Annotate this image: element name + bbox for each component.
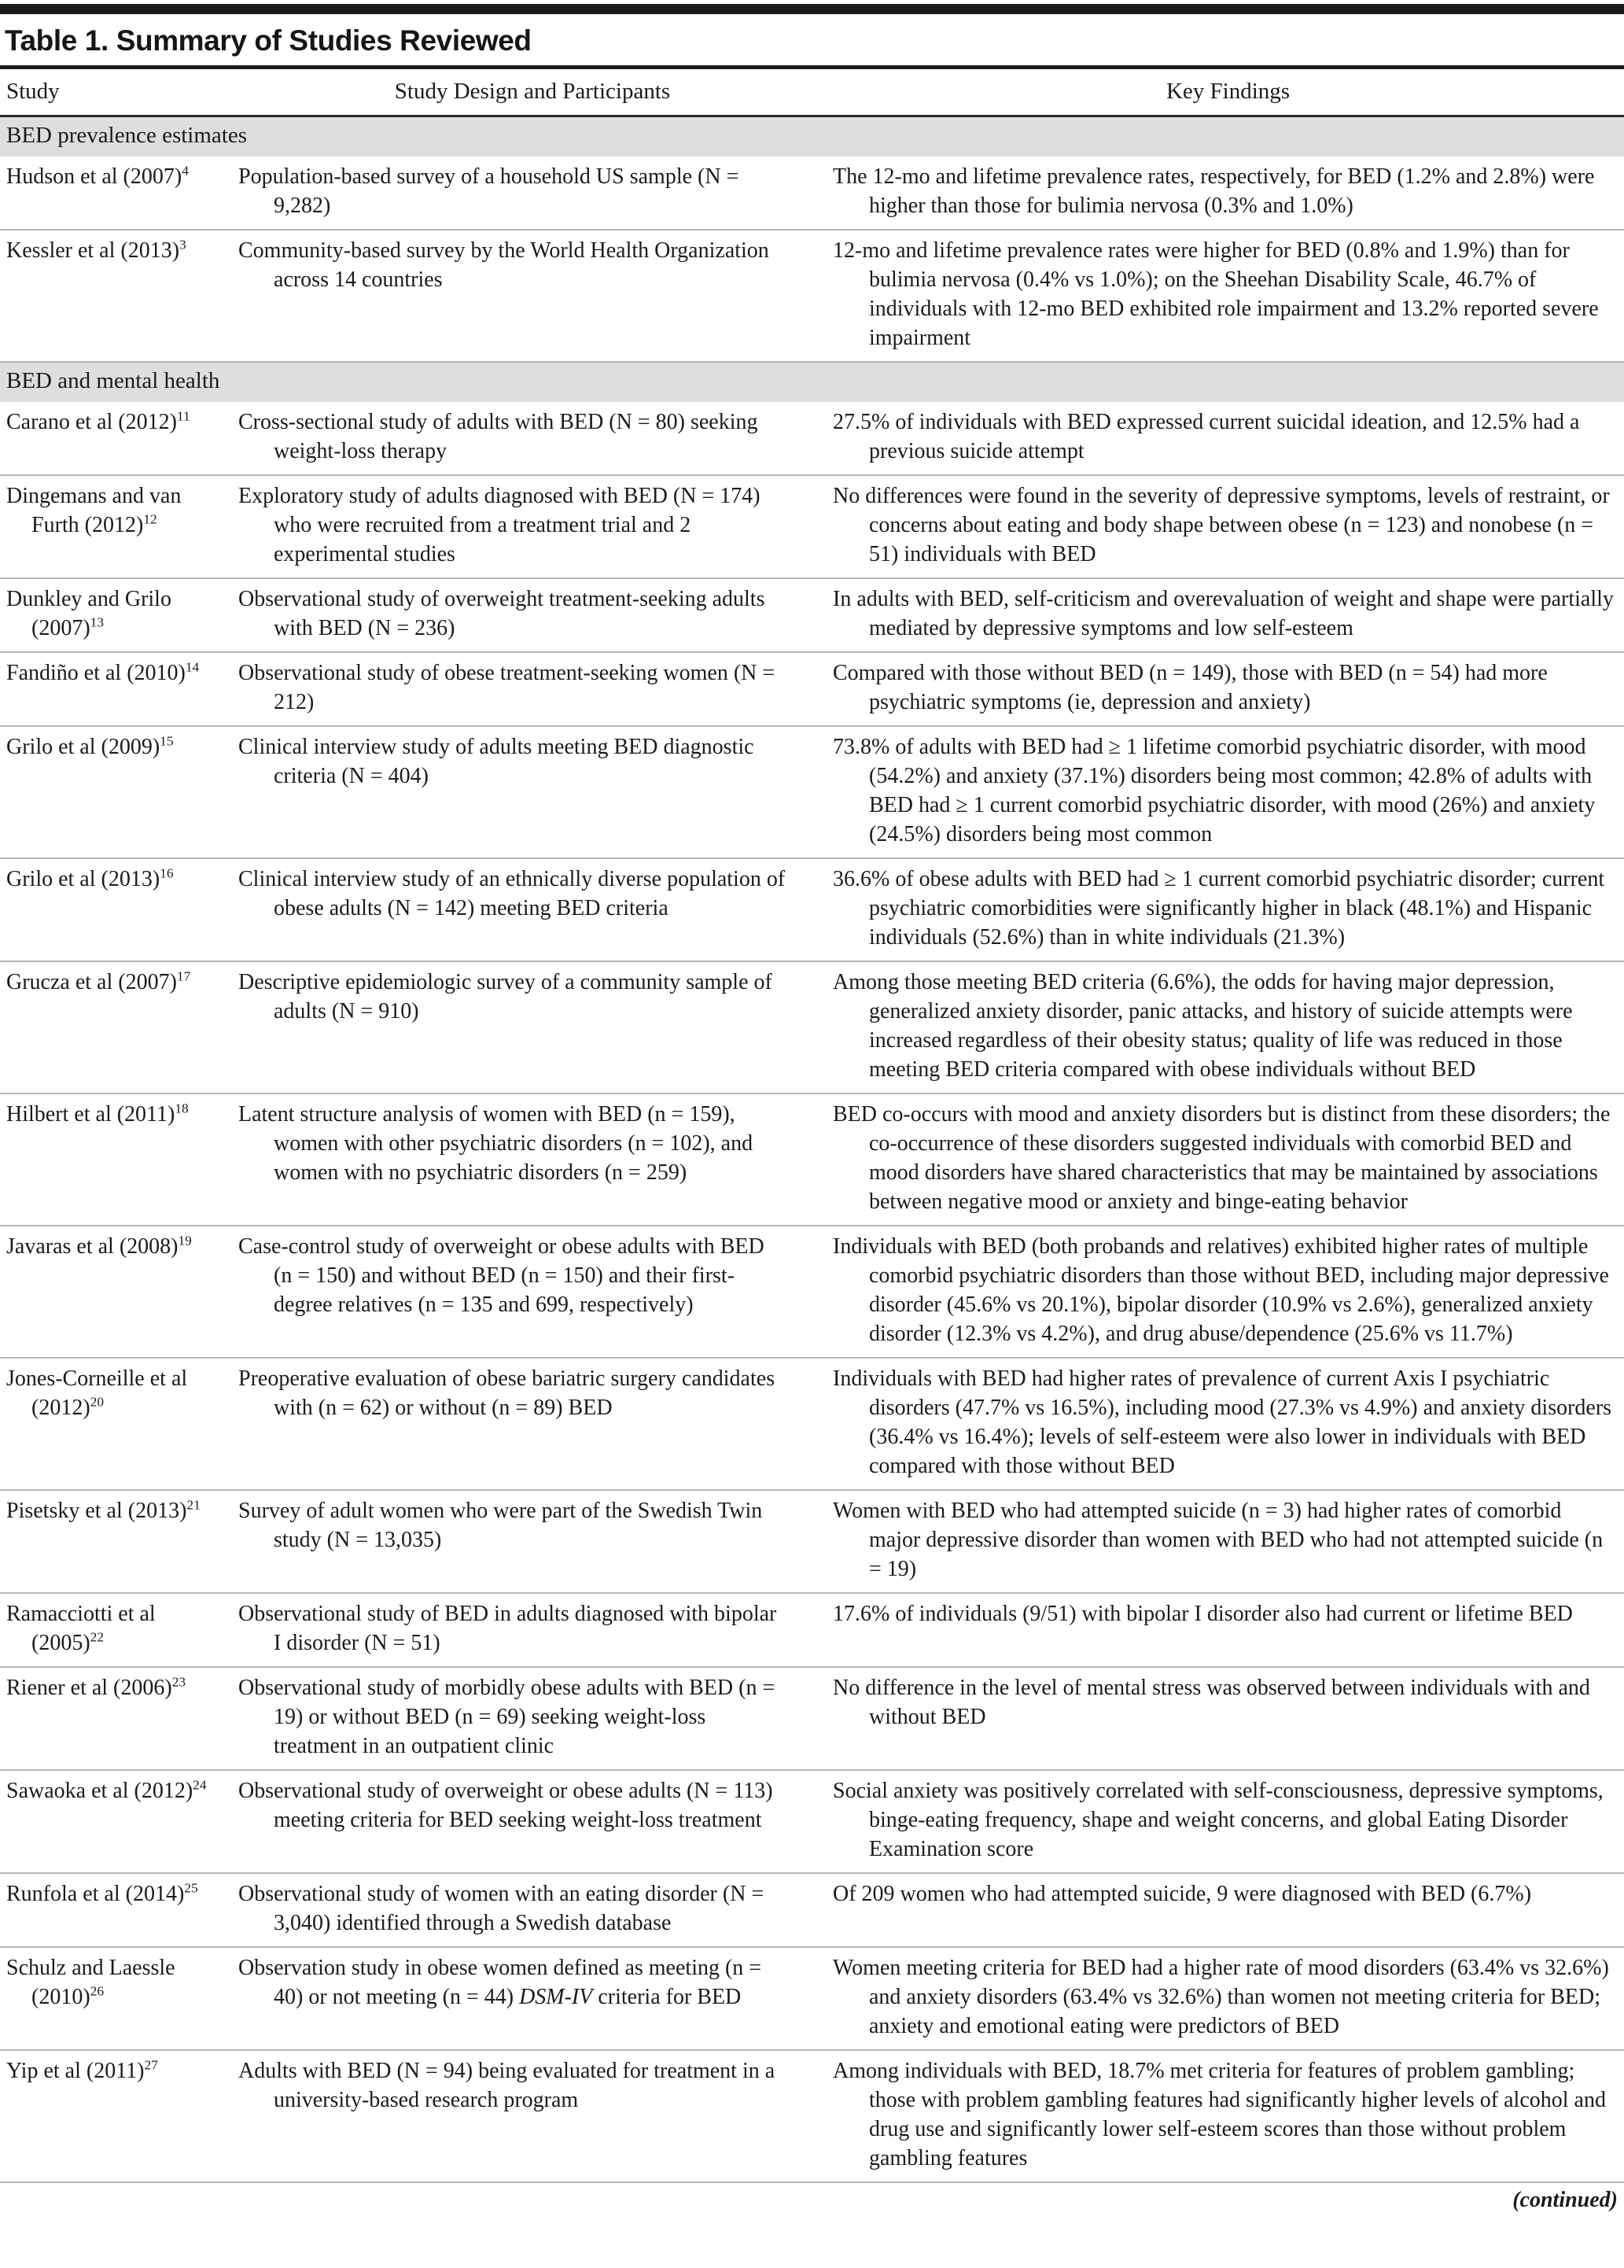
study-cell: Javaras et al $(2008)^{19}$ <box>6 1233 192 1259</box>
table-row <box>0 859 1624 962</box>
table-row <box>0 1226 1624 1359</box>
design-cell: Clinical interview study of adults meeting BED diagnostic criteria (N = 404) <box>238 735 754 788</box>
reference-superscript: 23 <box>171 1674 186 1690</box>
findings-cell: Compared with those without BED (n = 149), those with BED (n = 54) had more psychiatric symptoms (ie, depression and anxiety) <box>833 661 1548 714</box>
design-cell: Cross-sectional study of adults with BED (N = 80) seeking weight-loss therapy <box>238 410 758 463</box>
design-cell: Observational study of BED in adults diagnosed with bipolar I disorder (N = 51) <box>238 1602 777 1655</box>
study-cell: Ramacciotti et al $(2005)^{22}$ <box>6 1602 156 1655</box>
study-cell: Runfola et al $(2014)^{25}$ <box>6 1880 198 1906</box>
table-row <box>0 1094 1624 1226</box>
reference-superscript: 16 <box>160 865 174 881</box>
table-row <box>0 402 1624 476</box>
findings-cell: BED co-occurs with mood and anxiety disorders but is distinct from these disorders; the co-occurrence of these disorders suggested individuals with comorbid BED and mood disorders have shared characteristics that may be maintained by associations between negative mood or anxiety and binge-eating behavior <box>833 1102 1611 1214</box>
design-cell: Latent structure analysis of women with BED (n = 159), women with other psychiatric disorders (n = 102), and women with no psychiatric disorders (n = 259) <box>238 1102 753 1185</box>
table-row <box>0 1668 1624 1771</box>
table-row <box>0 476 1624 579</box>
findings-cell: 27.5% of individuals with BED expressed current suicidal ideation, and 12.5% had a previous suicide attempt <box>833 410 1580 463</box>
findings-cell: The 12-mo and lifetime prevalence rates, respectively, for BED (1.2% and 2.8%) were higher than those for bulimia nervosa (0.3% and 1.0%) <box>833 164 1595 218</box>
findings-cell: In adults with BED, self-criticism and overevaluation of weight and shape were partially mediated by depressive symptoms and low self-esteem <box>833 587 1614 640</box>
study-cell: Dunkley and Grilo $(2007)^{13}$ <box>6 587 171 640</box>
reference-superscript: 18 <box>175 1101 189 1116</box>
reference-superscript: 12 <box>143 511 157 527</box>
design-cell: Observational study of women with an eating disorder (N = 3,040) identified through a Swedish database <box>238 1882 764 1935</box>
column-header-findings: Key Findings <box>1166 79 1291 104</box>
study-cell: Sawaoka et al $(2012)^{24}$ <box>6 1777 207 1803</box>
study-cell: Riener et al $(2006)^{23}$ <box>6 1674 186 1700</box>
findings-cell: 17.6% of individuals (9/51) with bipolar I disorder also had current or lifetime BED <box>833 1602 1573 1626</box>
table-row <box>0 1874 1624 1948</box>
findings-cell: 36.6% of obese adults with BED had ≥ 1 current comorbid psychiatric disorder; current psychiatric comorbidities were significantly higher in black (48.1%) and Hispanic individuals (52.6%) than in white individuals (21.3%) <box>833 867 1605 950</box>
study-cell: Schulz and Laessle $(2010)^{26}$ <box>6 1956 175 2009</box>
section-header-0: BED prevalence estimates <box>0 117 1624 157</box>
findings-cell: Women with BED who had attempted suicide (n = 3) had higher rates of comorbid major depressive disorder than women with BED who had not attempted suicide (n = 19) <box>833 1499 1604 1581</box>
study-cell: Pisetsky et al $(2013)^{21}$ <box>6 1497 201 1523</box>
study-cell: Hudson et al $(2007)^4$ <box>6 163 189 189</box>
findings-cell: Social anxiety was positively correlated with self-consciousness, depressive symptoms, binge-eating frequency, shape and weight concerns, and global Eating Disorder Examination score <box>833 1779 1604 1861</box>
design-cell: Survey of adult women who were part of the Swedish Twin study (N = 13,035) <box>238 1499 763 1552</box>
study-cell: Carano et al $(2012)^{11}$ <box>6 408 190 434</box>
table-body <box>0 117 1624 2183</box>
findings-cell: Individuals with BED (both probands and relatives) exhibited higher rates of multiple comorbid psychiatric disorders than those without BED, including major depressive disorder (45.6% vs 20.1%), bipolar disorder (10.9% vs 2.6%), generalized anxiety disorder (12.3% vs 4.2%), and drug abuse/dependence (25.6% vs 11.7%) <box>833 1234 1609 1346</box>
study-cell: Grilo et al $(2013)^{16}$ <box>6 865 174 891</box>
design-cell: Community-based survey by the World Health Organization across 14 countries <box>238 238 769 292</box>
table-row <box>0 962 1624 1094</box>
findings-cell: Of 209 women who had attempted suicide, 9 were diagnosed with BED (6.7%) <box>833 1882 1532 1906</box>
table-top-rule <box>0 4 1624 14</box>
column-header-design: Study Design and Participants <box>394 79 671 104</box>
findings-cell: Women meeting criteria for BED had a higher rate of mood disorders (63.4% vs 32.6%) and anxiety disorders (63.4% vs 32.6%) than women not meeting criteria for BED; anxiety and emotional eating were predictors of BED <box>833 1956 1609 2038</box>
design-cell: Case-control study of overweight or obese adults with BED (n = 150) and without BED (n = 150) and their first-degree relatives (n = 135 and 699, respectively) <box>238 1234 764 1317</box>
findings-cell: 12-mo and lifetime prevalence rates were higher for BED (0.8% and 1.9%) than for bulimia nervosa (0.4% vs 1.0%); on the Sheehan Disability Scale, 46.7% of individuals with 12-mo BED exhibited role impairment and 13.2% reported severe impairment <box>833 238 1599 350</box>
design-cell: Observational study of overweight treatment-seeking adults with BED (N = 236) <box>238 587 765 640</box>
findings-cell: Among individuals with BED, 18.7% met criteria for features of problem gambling; those with problem gambling features had significantly higher levels of alcohol and drug use and significantly lower self-esteem scores than those without problem gambling features <box>833 2059 1606 2170</box>
design-cell: Clinical interview study of an ethnically diverse population of obese adults (N = 142) meeting BED criteria <box>238 867 786 920</box>
design-cell: Observational study of obese treatment-seeking women (N = 212) <box>238 661 775 714</box>
study-cell: Hilbert et al $(2011)^{18}$ <box>6 1101 189 1127</box>
reference-superscript: 11 <box>176 408 190 424</box>
findings-cell: Individuals with BED had higher rates of prevalence of current Axis I psychiatric disorders (47.7% vs 16.5%), including mood (27.3% vs 4.9%) and anxiety disorders (36.4% vs 16.4%); levels of self-esteem were also lower in individuals with BED compared with those without BED <box>833 1366 1612 1478</box>
column-header-row <box>0 69 1624 117</box>
findings-cell: 73.8% of adults with BED had ≥ 1 lifetime comorbid psychiatric disorder, with mood (54.2%) and anxiety (37.1%) disorders being most common; 42.8% of adults with BED had ≥ 1 current comorbid psychiatric disorder, with mood (26%) and anxiety (24.5%) disorders being most common <box>833 735 1596 846</box>
table-row <box>0 1359 1624 1491</box>
reference-superscript: 3 <box>179 237 186 253</box>
findings-cell: No difference in the level of mental stress was observed between individuals with and without BED <box>833 1676 1590 1729</box>
design-cell: Observational study of overweight or obese adults (N = 113) meeting criteria for BED seeking weight-loss treatment <box>238 1779 773 1832</box>
study-cell: Grilo et al $(2009)^{15}$ <box>6 733 174 759</box>
reference-superscript: 15 <box>160 733 174 749</box>
design-cell: Observational study of morbidly obese adults with BED (n = 19) or without BED (n = 69) seeking weight-loss treatment in an outpatient clinic <box>238 1676 775 1758</box>
design-cell: Observation study in obese women defined as meeting (n = 40) or not meeting (n = 44) DSM-IV criteria for BED <box>238 1956 762 2009</box>
findings-cell: Among those meeting BED criteria (6.6%), the odds for having major depression, generalized anxiety disorder, panic attacks, and history of suicide attempts were increased regardless of their obesity status; quality of life was reduced in those meeting BED criteria compared with obese individuals without BED <box>833 970 1573 1082</box>
table-row <box>0 1491 1624 1594</box>
reference-superscript: 25 <box>184 1880 198 1896</box>
study-cell: Grucza et al $(2007)^{17}$ <box>6 968 191 994</box>
reference-superscript: 14 <box>185 659 200 675</box>
reference-superscript: 24 <box>193 1777 207 1793</box>
table-row <box>0 727 1624 859</box>
table-row <box>0 1948 1624 2051</box>
continued-note: (continued) <box>1512 2188 1618 2212</box>
study-cell: Fandiño et al $(2010)^{14}$ <box>6 659 200 685</box>
table-row <box>0 579 1624 653</box>
findings-cell: No differences were found in the severity of depressive symptoms, levels of restraint, or concerns about eating and body shape between obese (n = 123) and nonobese (n = 51) individuals with BED <box>833 484 1610 566</box>
reference-superscript: 19 <box>178 1233 192 1248</box>
reference-superscript: 4 <box>182 163 189 179</box>
reference-superscript: 17 <box>176 968 191 984</box>
table-row <box>0 1594 1624 1668</box>
design-cell: Exploratory study of adults diagnosed with BED (N = 174) who were recruited from a treatment trial and 2 experimental studies <box>238 484 760 566</box>
study-cell: Dingemans and van Furth $(2012)^{12}$ <box>6 484 182 537</box>
study-cell: Yip et al $(2011)^{27}$ <box>6 2057 158 2083</box>
reference-superscript: 13 <box>90 614 105 630</box>
table-row <box>0 230 1624 363</box>
design-cell: Descriptive epidemiologic survey of a community sample of adults (N = 910) <box>238 970 772 1023</box>
reference-superscript: 27 <box>144 2057 158 2073</box>
reference-superscript: 26 <box>90 1983 105 1999</box>
column-header-study: Study <box>6 79 60 104</box>
reference-superscript: 20 <box>90 1394 105 1410</box>
table-row <box>0 1771 1624 1874</box>
reference-superscript: 22 <box>90 1629 105 1645</box>
reference-superscript: 21 <box>186 1497 201 1513</box>
study-cell: Kessler et al $(2013)^3$ <box>6 237 186 263</box>
design-cell: Preoperative evaluation of obese bariatric surgery candidates with (n = 62) or without (n = 89) BED <box>238 1366 775 1420</box>
table-row <box>0 2051 1624 2183</box>
table-title: Table 1. Summary of Studies Reviewed <box>5 24 532 57</box>
section-header-1: BED and mental health <box>0 363 1624 402</box>
table-row <box>0 653 1624 727</box>
design-cell: Population-based survey of a household US sample (N = 9,282) <box>238 164 739 218</box>
table-row <box>0 157 1624 230</box>
design-cell: Adults with BED (N = 94) being evaluated for treatment in a university-based research program <box>238 2059 775 2112</box>
study-cell: Jones-Corneille et al $(2012)^{20}$ <box>6 1366 188 1420</box>
